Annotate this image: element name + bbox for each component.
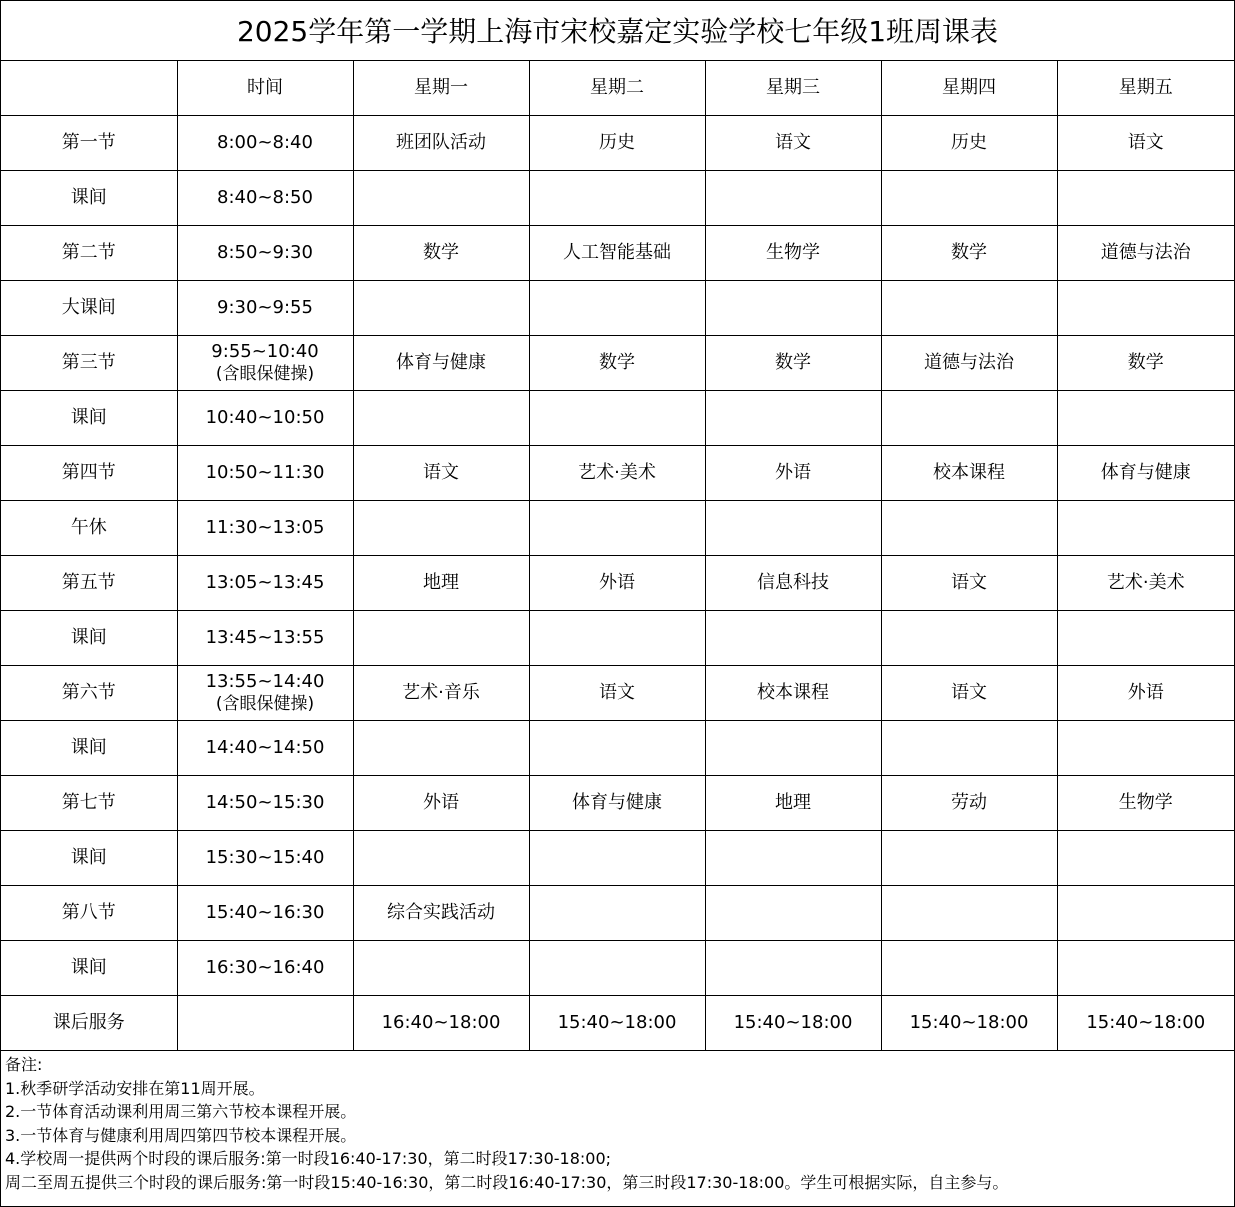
- time-note: (含眼保健操): [215, 364, 315, 384]
- notes-section: [1, 1051, 1234, 1196]
- class-cell-wednesday: [705, 391, 881, 446]
- class-cell-tuesday: [529, 721, 705, 776]
- class-cell-thursday: 语文: [881, 666, 1057, 721]
- class-cell-wednesday: [705, 886, 881, 941]
- class-cell-wednesday: [705, 611, 881, 666]
- class-cell-friday: 外语: [1057, 666, 1234, 721]
- time-range: 15:30~15:40: [205, 847, 325, 868]
- time-range: 14:40~14:50: [205, 737, 325, 758]
- class-cell-tuesday: [529, 941, 705, 996]
- header-cell-tuesday: 星期二: [529, 61, 705, 116]
- table-row: [1, 556, 1234, 611]
- table-row: [1, 336, 1234, 391]
- class-cell-wednesday: 地理: [705, 776, 881, 831]
- note-line-2: 2.一节体育活动课利用周三第六节校本课程开展。: [5, 1102, 357, 1121]
- table-row: [1, 281, 1234, 336]
- class-cell-monday: [353, 391, 529, 446]
- table-row: [1, 996, 1234, 1051]
- time-range: 13:05~13:45: [205, 572, 325, 593]
- table-row: [1, 611, 1234, 666]
- class-cell-monday: [353, 941, 529, 996]
- time-range: 13:55~14:40: [205, 671, 325, 692]
- class-cell-thursday: [881, 391, 1057, 446]
- table-row: [1, 501, 1234, 556]
- time-range: 8:40~8:50: [217, 187, 313, 208]
- table-row: [1, 721, 1234, 776]
- note-line-1: 1.秋季研学活动安排在第11周开展。: [5, 1078, 265, 1098]
- header-cell-blank: [1, 61, 177, 116]
- note-line-5: 周二至周五提供三个时段的课后服务:第一时段15:40-16:30，第二时段16:40-17:30，第三时段17:30-18:00。学生可根据实际，自主参与。: [5, 1172, 1009, 1192]
- class-cell-monday: 数学: [353, 226, 529, 281]
- class-cell-wednesday: [705, 501, 881, 556]
- class-cell-wednesday: 数学: [705, 336, 881, 391]
- period-cell: 课间: [1, 721, 177, 776]
- class-cell-tuesday: [529, 831, 705, 886]
- time-cell: [177, 886, 353, 941]
- note-line-4: 4.学校周一提供两个时段的课后服务:第一时段16:40-17:30，第二时段17:30-18:00;: [5, 1149, 612, 1168]
- class-cell-thursday: [881, 171, 1057, 226]
- class-cell-monday: [353, 501, 529, 556]
- class-cell-thursday: 道德与法治: [881, 336, 1057, 391]
- period-cell: 第三节: [1, 336, 177, 391]
- time-range: 14:50~15:30: [205, 792, 325, 813]
- class-cell-thursday: [881, 831, 1057, 886]
- class-cell-monday: 语文: [353, 446, 529, 501]
- class-cell-wednesday: 生物学: [705, 226, 881, 281]
- period-cell: 课间: [1, 391, 177, 446]
- period-cell: 第五节: [1, 556, 177, 611]
- class-cell-friday: [1057, 391, 1234, 446]
- table-row: [1, 886, 1234, 941]
- class-cell-friday: [1057, 501, 1234, 556]
- class-cell-monday: 综合实践活动: [353, 886, 529, 941]
- period-cell: 第八节: [1, 886, 177, 941]
- class-cell-thursday: [881, 886, 1057, 941]
- class-cell-friday: [1057, 886, 1234, 941]
- note-line-3: 3.一节体育与健康利用周四第四节校本课程开展。: [5, 1125, 357, 1145]
- table-row: [1, 171, 1234, 226]
- class-cell-friday: [1057, 721, 1234, 776]
- class-cell-thursday: 劳动: [881, 776, 1057, 831]
- period-cell: 午休: [1, 501, 177, 556]
- table-row: [1, 116, 1234, 171]
- class-cell-monday: 班团队活动: [353, 116, 529, 171]
- header-cell-wednesday: 星期三: [705, 61, 881, 116]
- time-range: 8:00~8:40: [217, 132, 313, 153]
- time-range: 11:30~13:05: [205, 517, 325, 538]
- class-cell-wednesday: [705, 831, 881, 886]
- table-row: [1, 226, 1234, 281]
- class-cell-thursday: 数学: [881, 226, 1057, 281]
- table-row: [1, 391, 1234, 446]
- time-cell: [177, 501, 353, 556]
- class-cell-thursday: [881, 281, 1057, 336]
- time-range: 10:50~11:30: [205, 462, 325, 483]
- period-cell: 课间: [1, 941, 177, 996]
- class-cell-monday: [353, 171, 529, 226]
- class-cell-thursday: [881, 501, 1057, 556]
- class-cell-friday: [1057, 831, 1234, 886]
- class-cell-friday: 体育与健康: [1057, 446, 1234, 501]
- time-cell: [177, 831, 353, 886]
- time-cell: [177, 776, 353, 831]
- class-cell-monday: [353, 611, 529, 666]
- period-cell: 课间: [1, 171, 177, 226]
- class-cell-tuesday: 艺术·美术: [529, 446, 705, 501]
- period-cell: 课后服务: [1, 996, 177, 1051]
- class-cell-wednesday: [705, 721, 881, 776]
- class-cell-tuesday: 15:40~18:00: [529, 996, 705, 1051]
- period-cell: 第六节: [1, 666, 177, 721]
- class-cell-wednesday: [705, 281, 881, 336]
- class-cell-monday: 16:40~18:00: [353, 996, 529, 1051]
- class-cell-thursday: 15:40~18:00: [881, 996, 1057, 1051]
- time-cell: [177, 116, 353, 171]
- period-cell: 第二节: [1, 226, 177, 281]
- time-cell: [177, 391, 353, 446]
- page-title: 2025学年第一学期上海市宋校嘉定实验学校七年级1班周课表: [1, 1, 1234, 61]
- period-cell: 课间: [1, 831, 177, 886]
- class-cell-friday: [1057, 941, 1234, 996]
- class-cell-wednesday: 外语: [705, 446, 881, 501]
- class-cell-friday: [1057, 281, 1234, 336]
- class-cell-monday: [353, 721, 529, 776]
- class-cell-thursday: 语文: [881, 556, 1057, 611]
- class-cell-friday: 艺术·美术: [1057, 556, 1234, 611]
- time-cell: [177, 226, 353, 281]
- time-cell: [177, 336, 353, 391]
- time-cell: [177, 556, 353, 611]
- table-row: [1, 941, 1234, 996]
- class-cell-tuesday: 语文: [529, 666, 705, 721]
- class-cell-tuesday: 数学: [529, 336, 705, 391]
- time-cell: [177, 171, 353, 226]
- header-row: [1, 61, 1234, 116]
- class-cell-friday: 数学: [1057, 336, 1234, 391]
- class-cell-tuesday: 外语: [529, 556, 705, 611]
- time-cell: [177, 941, 353, 996]
- time-range: 13:45~13:55: [205, 627, 325, 648]
- class-cell-friday: [1057, 171, 1234, 226]
- time-note: (含眼保健操): [215, 694, 315, 714]
- time-cell: [177, 611, 353, 666]
- notes-heading: 备注:: [5, 1055, 43, 1074]
- time-cell: [177, 281, 353, 336]
- class-cell-thursday: [881, 611, 1057, 666]
- class-cell-thursday: [881, 941, 1057, 996]
- header-cell-time: 时间: [177, 61, 353, 116]
- time-range: 9:30~9:55: [217, 297, 313, 318]
- class-cell-monday: [353, 281, 529, 336]
- table-row: [1, 446, 1234, 501]
- class-cell-friday: [1057, 611, 1234, 666]
- period-cell: 第一节: [1, 116, 177, 171]
- time-range: 15:40~16:30: [205, 902, 325, 923]
- table-row: [1, 776, 1234, 831]
- table-row: [1, 666, 1234, 721]
- class-cell-wednesday: 校本课程: [705, 666, 881, 721]
- class-cell-thursday: 校本课程: [881, 446, 1057, 501]
- time-cell: [177, 996, 353, 1051]
- class-cell-monday: 艺术·音乐: [353, 666, 529, 721]
- time-cell: [177, 721, 353, 776]
- class-cell-wednesday: 语文: [705, 116, 881, 171]
- period-cell: 第四节: [1, 446, 177, 501]
- table-row: [1, 831, 1234, 886]
- class-cell-wednesday: 15:40~18:00: [705, 996, 881, 1051]
- class-cell-friday: 道德与法治: [1057, 226, 1234, 281]
- class-cell-monday: [353, 831, 529, 886]
- class-cell-friday: 15:40~18:00: [1057, 996, 1234, 1051]
- class-cell-monday: 外语: [353, 776, 529, 831]
- class-cell-tuesday: [529, 501, 705, 556]
- class-cell-monday: 地理: [353, 556, 529, 611]
- period-cell: 课间: [1, 611, 177, 666]
- class-cell-tuesday: 人工智能基础: [529, 226, 705, 281]
- period-cell: 大课间: [1, 281, 177, 336]
- time-range: 10:40~10:50: [205, 407, 325, 428]
- time-cell: [177, 666, 353, 721]
- class-cell-tuesday: [529, 171, 705, 226]
- time-range: 16:30~16:40: [205, 957, 325, 978]
- class-cell-tuesday: [529, 611, 705, 666]
- time-cell: [177, 446, 353, 501]
- class-cell-tuesday: [529, 391, 705, 446]
- header-cell-friday: 星期五: [1057, 61, 1234, 116]
- class-cell-tuesday: 历史: [529, 116, 705, 171]
- class-cell-tuesday: 体育与健康: [529, 776, 705, 831]
- class-cell-friday: 生物学: [1057, 776, 1234, 831]
- timetable: [1, 61, 1234, 1051]
- class-cell-thursday: [881, 721, 1057, 776]
- class-cell-friday: 语文: [1057, 116, 1234, 171]
- time-range: 8:50~9:30: [217, 242, 313, 263]
- header-cell-monday: 星期一: [353, 61, 529, 116]
- class-cell-wednesday: 信息科技: [705, 556, 881, 611]
- header-cell-thursday: 星期四: [881, 61, 1057, 116]
- class-cell-thursday: 历史: [881, 116, 1057, 171]
- class-cell-tuesday: [529, 281, 705, 336]
- time-range: 9:55~10:40: [211, 341, 319, 362]
- class-cell-tuesday: [529, 886, 705, 941]
- class-cell-wednesday: [705, 941, 881, 996]
- class-cell-wednesday: [705, 171, 881, 226]
- period-cell: 第七节: [1, 776, 177, 831]
- class-cell-monday: 体育与健康: [353, 336, 529, 391]
